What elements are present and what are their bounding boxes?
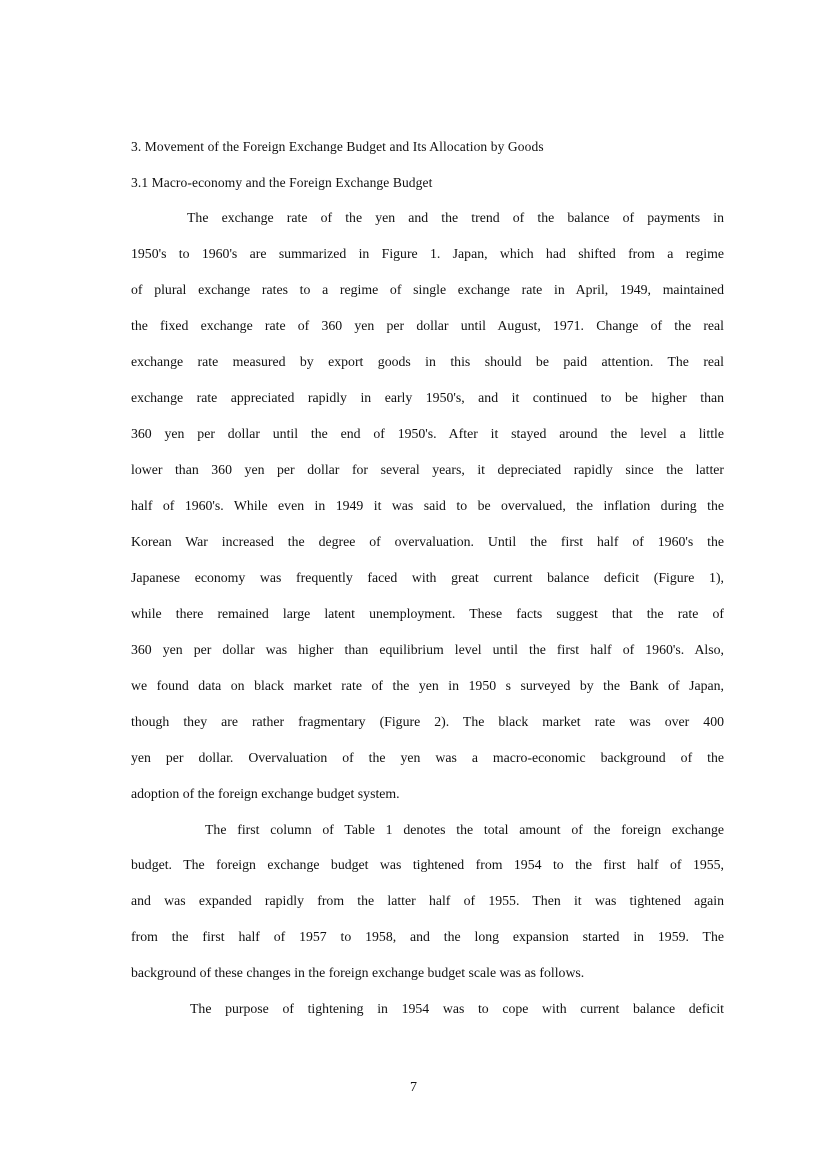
paragraph-line: though they are rather fragmentary (Figure 2). The black market rate was over 400 [131,714,724,729]
paragraph-line: adoption of the foreign exchange budget system. [131,786,400,801]
paragraph-line: The first column of Table 1 denotes the total amount of the foreign exchange [205,822,724,837]
paragraph-line: 360 yen per dollar until the end of 1950's. After it stayed around the level a little [131,426,724,441]
paragraph-line: Korean War increased the degree of overvaluation. Until the first half of 1960's the [131,534,724,549]
paragraph-line: the fixed exchange rate of 360 yen per dollar until August, 1971. Change of the real [131,318,724,333]
paragraph-line: exchange rate appreciated rapidly in early 1950's, and it continued to be higher than [131,390,724,405]
paragraph-line: while there remained large latent unemployment. These facts suggest that the rate of [131,606,724,621]
subsection-heading: 3.1 Macro-economy and the Foreign Exchange Budget [131,175,433,190]
paragraph-line: we found data on black market rate of the yen in 1950 s surveyed by the Bank of Japan, [131,678,724,693]
paragraph-line: 1950's to 1960's are summarized in Figure 1. Japan, which had shifted from a regime [131,246,724,261]
paragraph-line: The purpose of tightening in 1954 was to cope with current balance deficit [190,1001,724,1016]
paragraph-line: half of 1960's. While even in 1949 it was said to be overvalued, the inflation during the [131,498,724,513]
paragraph-line: and was expanded rapidly from the latter half of 1955. Then it was tightened again [131,893,724,908]
page-number: 7 [410,1080,417,1095]
paragraph-line: yen per dollar. Overvaluation of the yen was a macro-economic background of the [131,750,724,765]
paragraph-line: exchange rate measured by export goods in this should be paid attention. The real [131,354,724,369]
paragraph-line: lower than 360 yen per dollar for several years, it depreciated rapidly since the latter [131,462,724,477]
paragraph-line: 360 yen per dollar was higher than equilibrium level until the first half of 1960's. Also, [131,642,724,657]
paragraph-line: budget. The foreign exchange budget was tightened from 1954 to the first half of 1955, [131,857,724,872]
paragraph-line: from the first half of 1957 to 1958, and the long expansion started in 1959. The [131,929,724,944]
paragraph-line: background of these changes in the foreign exchange budget scale was as follows. [131,965,585,980]
paragraph-line: of plural exchange rates to a regime of single exchange rate in April, 1949, maintained [131,282,724,297]
paragraph-line: Japanese economy was frequently faced with great current balance deficit (Figure 1), [131,570,724,585]
paragraph-line: The exchange rate of the yen and the trend of the balance of payments in [187,210,724,225]
section-heading: 3. Movement of the Foreign Exchange Budget and Its Allocation by Goods [131,139,544,154]
